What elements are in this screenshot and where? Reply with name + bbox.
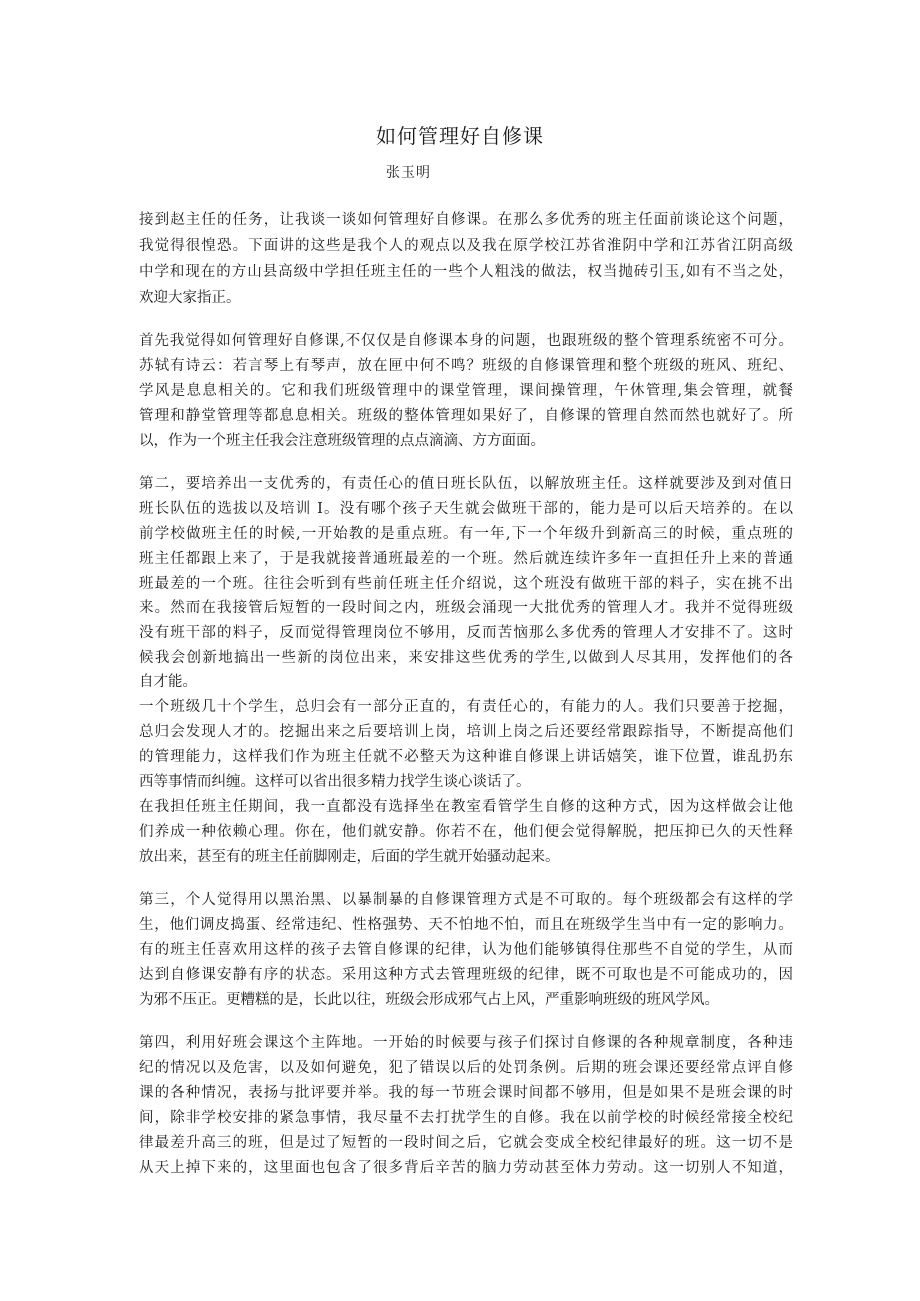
text-line: 班主任都跟上来了，于是我就接普通班最差的一个班。然后就连续许多年一直担任升上来的普通 <box>139 551 793 567</box>
text-line: 学风是息息相关的。它和我们班级管理中的课堂管理，课间操管理，午休管理,集会管理，就餐 <box>139 383 793 399</box>
text-line: 有的班主任喜欢用这样的孩子去管自修课的纪律，认为他们能够镇得住那些不自觉的学生，从而 <box>139 942 793 958</box>
text-line: 接到赵主任的任务，让我谈一谈如何管理好自修课。在那么多优秀的班主任面前谈论这个问题， <box>139 212 793 228</box>
text-line: 纪的情况以及危害，以及如何避免，犯了错误以后的处罚条例。后期的班会课还要经常点评自修 <box>139 1060 793 1076</box>
text-line: 没有班干部的料子，反而觉得管理岗位不够用，反而苦恼那么多优秀的管理人才安排不了。这时 <box>139 625 793 641</box>
text-line: 以，作为一个班主任我会注意班级管理的点点滴滴、方方面面。 <box>139 433 545 449</box>
document-title: 如何管理好自修课 <box>376 124 544 148</box>
text-line: 班最差的一个班。往往会听到有些前任班主任介绍说，这个班没有做班干部的料子，实在挑不出 <box>139 576 793 592</box>
text-line: 前学校做班主任的时候,一开始教的是重点班。有一年,下一个年级升到新高三的时候，重点班的 <box>139 526 793 542</box>
text-line: 达到自修课安静有序的状态。采用这种方式去管理班级的纪律，既不可取也是不可能成功的，因 <box>139 967 793 983</box>
text-line: 的管理能力，这样我们作为班主任就不必整天为这种谁自修课上讲话嬉笑，谁下位置，谁乱扔东 <box>139 749 793 765</box>
text-line: 欢迎大家指正。 <box>139 290 241 306</box>
text-line: 一个班级几十个学生，总归会有一部分正直的，有责任心的，有能力的人。我们只要善于挖掘， <box>139 699 793 715</box>
text-line: 管理和静堂管理等都息息相关。班级的整体管理如果好了，自修课的管理自然而然也就好了。所 <box>139 408 793 424</box>
text-line: 律最差升高三的班，但是过了短暂的一段时间之后，它就会变成全校纪律最好的班。这一切不是 <box>139 1135 793 1151</box>
text-line: 西等事情而纠缠。这样可以省出很多精力找学生谈心谈话了。 <box>139 774 531 790</box>
text-line: 放出来，甚至有的班主任前脚刚走，后面的学生就开始骚动起来。 <box>139 849 560 865</box>
text-line: 候我会创新地搞出一些新的岗位出来，来安排这些优秀的学生,以做到人尽其用，发挥他们的各 <box>139 650 793 666</box>
text-line: 间，除非学校安排的紧急事情，我尽量不去打扰学生的自修。我在以前学校的时候经常接全校纪 <box>139 1110 793 1126</box>
text-line: 第二，要培养出一支优秀的，有责任心的值日班长队伍，以解放班主任。这样就要涉及到对值日 <box>139 476 793 492</box>
text-line: 我觉得很惶恐。下面讲的这些是我个人的观点以及我在原学校江苏省淮阴中学和江苏省江阴高级 <box>139 238 793 254</box>
text-line: 苏轼有诗云：若言琴上有琴声，放在匣中何不鸣？班级的自修课管理和整个班级的班风、班纪、 <box>139 358 793 374</box>
text-line: 课的各种情况，表扬与批评要并举。我的每一节班会课时间都不够用，但是如果不是班会课的时 <box>139 1085 793 1101</box>
text-line: 班长队伍的选拔以及培训 I。没有哪个孩子天生就会做班干部的，能力是可以后天培养的。在以 <box>139 501 793 517</box>
text-line: 自才能。 <box>139 674 197 690</box>
text-line: 为邪不压正。更糟糕的是，长此以往，班级会形成邪气占上风，严重影响班级的班风学风。 <box>139 992 719 1008</box>
text-line: 第四，利用好班会课这个主阵地。一开始的时候要与孩子们探讨自修课的各种规章制度，各种违 <box>139 1035 793 1051</box>
text-line: 第三，个人觉得用以黑治黑、以暴制暴的自修课管理方式是不可取的。每个班级都会有这样的学 <box>139 892 793 908</box>
text-line: 首先我觉得如何管理好自修课,不仅仅是自修课本身的问题，也跟班级的整个管理系统密不可分。 <box>139 333 793 349</box>
text-line: 们养成一种依赖心理。你在，他们就安静。你若不在，他们便会觉得解脱，把压抑已久的天性释 <box>139 824 793 840</box>
text-line: 在我担任班主任期间，我一直都没有选择坐在教室看管学生自修的这种方式，因为这样做会让他 <box>139 799 793 815</box>
text-line: 生，他们调皮捣蛋、经常违纪、性格强势、天不怕地不怕，而且在班级学生当中有一定的影响力。 <box>139 917 793 933</box>
text-line: 从天上掉下来的，这里面也包含了很多背后辛苦的脑力劳动甚至体力劳动。这一切别人不知道， <box>139 1160 793 1176</box>
author-name: 张玉明 <box>386 165 431 181</box>
text-line: 中学和现在的方山县高级中学担任班主任的一些个人粗浅的做法，权当抛砖引玉,如有不当之处， <box>139 264 793 280</box>
text-line: 总归会发现人才的。挖掘出来之后要培训上岗，培训上岗之后还要经常跟踪指导，不断提高他们 <box>139 724 793 740</box>
text-line: 来。然而在我接管后短暂的一段时间之内，班级会涌现一大批优秀的管理人才。我并不觉得班级 <box>139 600 793 616</box>
